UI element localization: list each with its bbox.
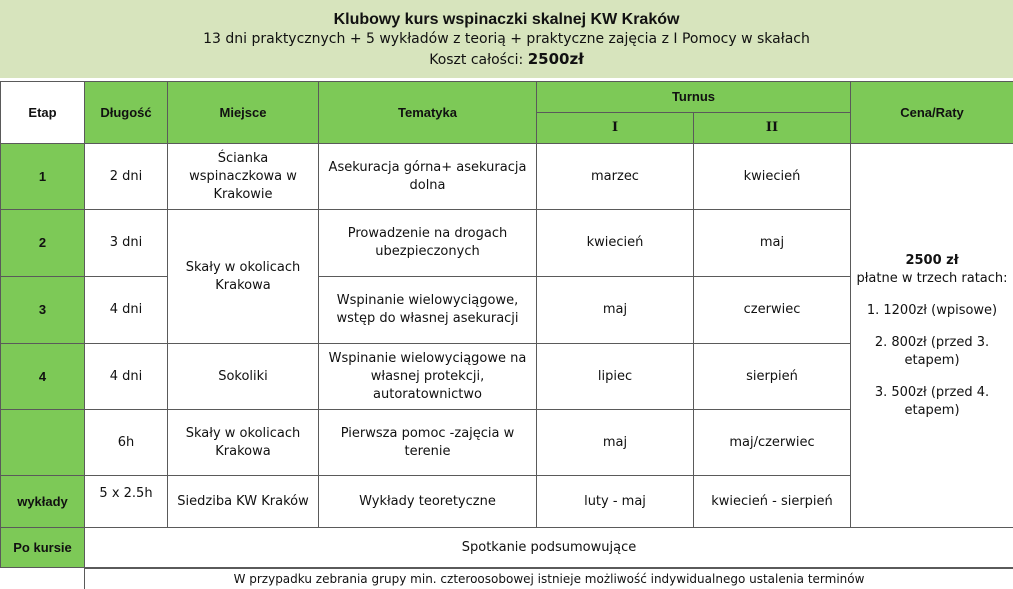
price-installment: 3. 500zł (przed 4. etapem) xyxy=(874,384,990,418)
etap-cell: 3 xyxy=(1,277,85,344)
col-header-tematyka: Tematyka xyxy=(319,82,537,144)
turnus-1-cell: maj xyxy=(537,277,694,344)
etap-cell: wykłady xyxy=(1,476,85,528)
miejsce-cell: Skały w okolicach Krakowa xyxy=(168,410,319,476)
dlugosc-cell: 6h xyxy=(85,410,168,476)
dlugosc-cell: 4 dni xyxy=(85,344,168,410)
etap-cell: 4 xyxy=(1,344,85,410)
cost-value: 2500zł xyxy=(527,50,584,68)
dlugosc-cell: 2 dni xyxy=(85,144,168,210)
turnus-2-cell: kwiecień - sierpień xyxy=(694,476,851,528)
tematyka-cell: Asekuracja górna+ asekuracja dolna xyxy=(319,144,537,210)
col-header-turnus: Turnus xyxy=(537,82,851,113)
footer-note: W przypadku zebrania grupy min. czteroosobowej istnieje możliwość indywidualnego ustalenia terminów xyxy=(84,568,1013,589)
etap-cell: 1 xyxy=(1,144,85,210)
table-row xyxy=(1,528,1013,568)
col-header-dlugosc: Długość xyxy=(85,82,168,144)
course-title: Klubowy kurs wspinaczki skalnej KW Kraków xyxy=(333,11,680,28)
tematyka-cell: Prowadzenie na drogach ubezpieczonych xyxy=(319,210,537,277)
cost-label: Koszt całości: xyxy=(429,52,524,68)
turnus-2-cell: sierpień xyxy=(694,344,851,410)
miejsce-cell: Sokoliki xyxy=(168,344,319,410)
dlugosc-cell: 3 dni xyxy=(85,210,168,277)
col-header-turnus-1: I xyxy=(537,113,694,144)
turnus-2-cell: maj xyxy=(694,210,851,277)
turnus-1-cell: luty - maj xyxy=(537,476,694,528)
price-line: płatne w trzech ratach: xyxy=(856,270,1008,286)
tematyka-cell: Pierwsza pomoc -zajęcia w terenie xyxy=(319,410,537,476)
turnus-1-cell: lipiec xyxy=(537,344,694,410)
schedule-table xyxy=(0,81,1013,568)
price-installment: 2. 800zł (przed 3. etapem) xyxy=(874,334,990,368)
turnus-1-cell: marzec xyxy=(537,144,694,210)
course-cost xyxy=(0,49,1013,70)
after-course-text: Spotkanie podsumowujące xyxy=(85,528,1013,568)
tematyka-cell: Wspinanie wielowyciągowe na własnej protekcji, autoratownictwo xyxy=(319,344,537,410)
tematyka-cell: Wykłady teoretyczne xyxy=(319,476,537,528)
miejsce-cell: Skały w okolicach Krakowa xyxy=(168,210,319,344)
col-header-etap: Etap xyxy=(1,82,85,144)
dlugosc-cell: 4 dni xyxy=(85,277,168,344)
price-cell xyxy=(851,144,1013,528)
col-header-miejsce: Miejsce xyxy=(168,82,319,144)
miejsce-cell: Ścianka wspinaczkowa w Krakowie xyxy=(168,144,319,210)
after-course-label: Po kursie xyxy=(1,528,85,568)
table-row xyxy=(1,144,1013,210)
turnus-2-cell: kwiecień xyxy=(694,144,851,210)
price-amount: 2500 zł xyxy=(905,252,959,268)
dlugosc-cell: 5 x 2.5h xyxy=(85,476,168,528)
course-header xyxy=(0,0,1013,80)
price-installment: 1. 1200zł (wpisowe) xyxy=(866,302,998,318)
col-header-cena: Cena/Raty xyxy=(851,82,1013,144)
col-header-turnus-2: II xyxy=(694,113,851,144)
etap-cell: 2 xyxy=(1,210,85,277)
tematyka-cell: Wspinanie wielowyciągowe, wstęp do własnej asekuracji xyxy=(319,277,537,344)
course-subtitle: 13 dni praktycznych + 5 wykładów z teorią + praktyczne zajęcia z I Pomocy w skałach xyxy=(203,31,810,47)
miejsce-cell: Siedziba KW Kraków xyxy=(168,476,319,528)
turnus-1-cell: kwiecień xyxy=(537,210,694,277)
turnus-2-cell: czerwiec xyxy=(694,277,851,344)
etap-cell xyxy=(1,410,85,476)
turnus-1-cell: maj xyxy=(537,410,694,476)
turnus-2-cell: maj/czerwiec xyxy=(694,410,851,476)
